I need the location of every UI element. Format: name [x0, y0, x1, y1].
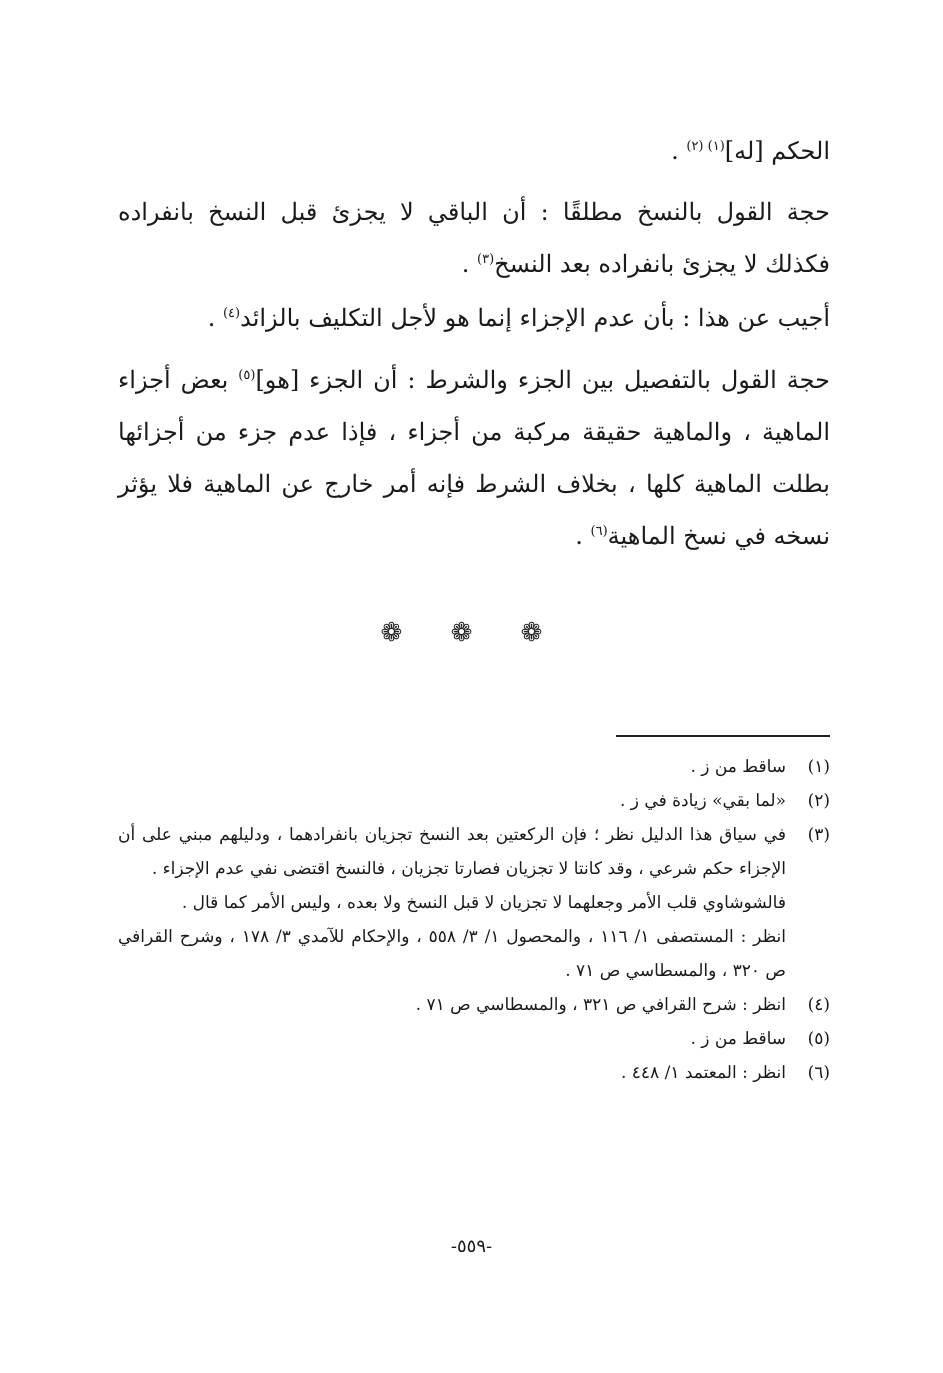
footnote-text: ساقط من ز .	[690, 757, 786, 777]
paragraph-text: أجيب عن هذا : بأن عدم الإجزاء إنما هو لأجل التكليف بالزائد	[240, 304, 830, 332]
footnote-ref[interactable]: (١) (٢)	[686, 139, 725, 154]
footnote-text: «لما بقي» زيادة في ز .	[619, 791, 786, 811]
footnote-number: (٣)	[807, 825, 830, 845]
footnote-item	[118, 1022, 830, 1056]
paragraph-text: الحكم [له]	[724, 137, 830, 165]
paragraph-end: .	[671, 137, 687, 165]
paragraph-end: .	[207, 304, 223, 332]
footnote-item	[118, 988, 830, 1022]
footnote-text: انظر : شرح القرافي ص ٣٢١ ، والمسطاسي ص ٧١ .	[415, 995, 786, 1015]
footnote-ref[interactable]: (٣)	[477, 252, 495, 267]
paragraph-end: .	[575, 522, 591, 550]
footnote-number: (٥)	[807, 1029, 830, 1049]
footnote-text: ساقط من ز .	[690, 1029, 786, 1049]
footnote-number: (٢)	[807, 791, 830, 811]
footnote-text: في سياق هذا الدليل نظر ؛ فإن الركعتين بعد النسخ تجزيان بانفرادهما ، ودليلهم مبني على أن الإجزاء حكم شرعي ، وقد كانتا لا تجزيان فصارتا تجزيان ، فالنسخ اقتضى نفي عدم الإجزاء .	[118, 825, 786, 879]
footnote-text: فالشوشاوي قلب الأمر وجعلهما لا تجزيان لا قبل النسخ ولا بعده ، وليس الأمر كما قال .	[181, 893, 786, 913]
paragraph	[118, 292, 830, 344]
footnote-text: انظر : المستصفى ١/ ١١٦ ، والمحصول ١/ ٣/ ٥٥٨ ، والإحكام للآمدي ٣/ ١٧٨ ، وشرح القرافي ص ٣٢٠ ، والمسطاسي ص ٧١ .	[118, 927, 786, 981]
footnote-ref[interactable]: (٥)	[238, 368, 256, 383]
paragraph	[118, 354, 830, 562]
paragraph	[118, 125, 830, 177]
footnote-number: (٤)	[807, 995, 830, 1015]
footnote-separator-rule	[616, 735, 830, 737]
section-ornament-divider: ❁ ❁ ❁	[380, 618, 563, 648]
paragraph-end: .	[461, 250, 477, 278]
footnote-item	[118, 1056, 830, 1090]
footnotes-block	[118, 750, 830, 1090]
footnote-number: (٦)	[807, 1063, 830, 1083]
paragraph-text-cont: بعض أجزاء الماهية ، والماهية حقيقة مركبة من أجزاء ، فإذا عدم جزء من أجزائها بطلت الماهية كلها ، بخلاف الشرط فإنه أمر خارج عن الماهية فلا يؤثر نسخه في نسخ الماهية	[118, 366, 830, 550]
footnote-ref[interactable]: (٤)	[222, 306, 241, 321]
footnote-text: انظر : المعتمد ١/ ٤٤٨ .	[620, 1063, 786, 1083]
footnote-ref[interactable]: (٦)	[590, 524, 608, 539]
footnote-item	[118, 784, 830, 818]
footnote-number: (١)	[807, 757, 830, 777]
footnote-item	[118, 750, 830, 784]
paragraph-text: حجة القول بالتفصيل بين الجزء والشرط : أن الجزء [هو]	[255, 366, 830, 394]
paragraph-text: حجة القول بالنسخ مطلقًا : أن الباقي لا يجزئ قبل النسخ بانفراده فكذلك لا يجزئ بانفراده بعد النسخ	[118, 198, 830, 278]
page-number: -٥٥٩-	[450, 1236, 493, 1257]
footnote-item	[118, 818, 830, 988]
paragraph	[118, 186, 830, 290]
